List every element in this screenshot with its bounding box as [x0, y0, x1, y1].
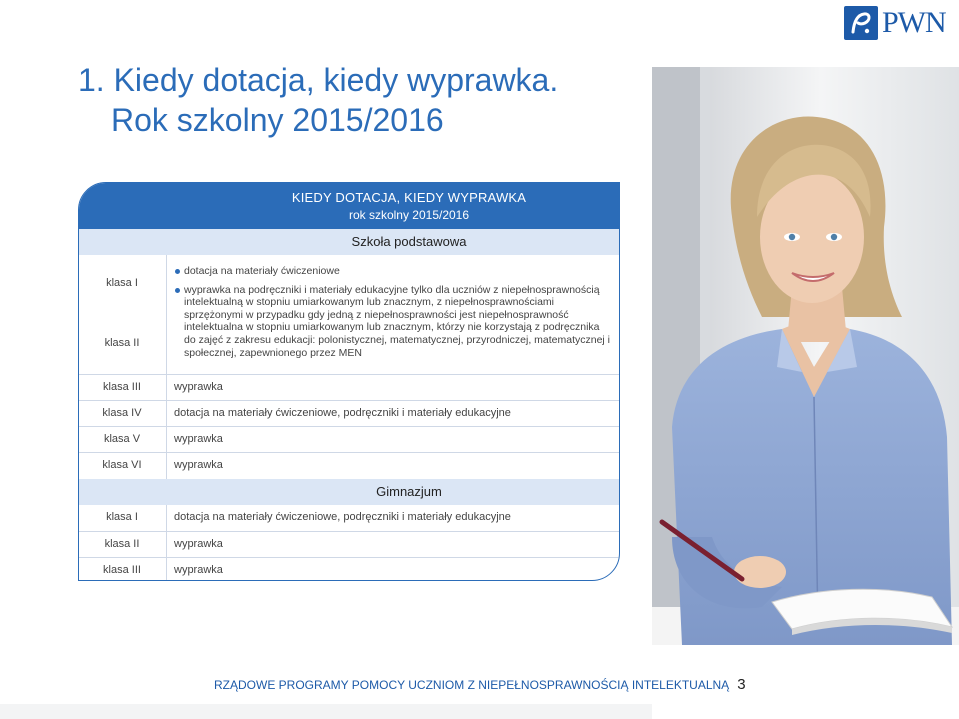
section-primary-school: [79, 229, 619, 255]
row-value: wyprawka: [174, 564, 223, 576]
row-value: wyprawka: [174, 433, 223, 445]
row-value: wyprawka: [174, 381, 223, 393]
section-gym-label: Gimnazjum: [376, 484, 442, 499]
dotacja-wyprawka-table: [78, 182, 620, 581]
table-row: [79, 426, 619, 452]
pwn-logo-icon: [844, 6, 878, 40]
pwn-logo: [844, 6, 946, 40]
table-row: [79, 557, 619, 581]
class-label: klasa II: [104, 538, 140, 550]
pwn-logo-text: PWN: [882, 6, 946, 39]
list-item: wyprawka na podręczniki i materiały edukacyjne tylko dla uczniów z niepełnosprawnością intelektualną w stopniu umiarkowanym lub znacznym, z niepełnosprawnościami sprzężonymi w przypadku gdy jedną z niepełnosprawności jest niepełnosprawność intelektualna w stopniu umiarkowanym lub znacznym, którzy nie korzystają z podręcznika do zajęć z zakresu edukacji: polonistycznej, matematycznej, przyrodniczej, matematycznej i społecznej, zapewnionego przez MEN: [174, 284, 611, 360]
section-primary-label: Szkoła podstawowa: [351, 234, 467, 249]
page-title: [78, 60, 638, 140]
class-label: klasa I: [106, 277, 138, 289]
table-header-title: KIEDY DOTACJA, KIEDY WYPRAWKA: [291, 190, 527, 205]
page-title-line2: Rok szkolny 2015/2016: [111, 102, 444, 138]
teacher-illustration: [652, 67, 959, 645]
class-label: klasa VI: [102, 459, 142, 471]
class-label: klasa II: [104, 337, 140, 349]
section-gymnasium: [79, 479, 619, 505]
row-value: dotacja na materiały ćwiczeniowe, podręczniki i materiały edukacyjne: [174, 407, 511, 419]
row-value: dotacja na materiały ćwiczeniowe, podręczniki i materiały edukacyjne: [174, 511, 511, 523]
page-title-line1: 1. Kiedy dotacja, kiedy wyprawka.: [78, 62, 559, 98]
class-label: klasa III: [103, 564, 141, 576]
footer-text: RZĄDOWE PROGRAMY POMOCY UCZNIOM Z NIEPEŁNOSPRAWNOŚCIĄ INTELEKTUALNĄ: [214, 677, 730, 692]
row-value: wyprawka: [174, 538, 223, 550]
table-row: [79, 452, 619, 478]
row-value: wyprawka: [174, 459, 223, 471]
column-divider: [166, 255, 167, 479]
class-label: klasa V: [103, 433, 141, 445]
teacher-photo: [652, 67, 959, 645]
class-label: klasa III: [103, 381, 141, 393]
table-header-subtitle: rok szkolny 2015/2016: [348, 208, 470, 222]
primary-1-2-description: [174, 265, 611, 359]
class-label: klasa I: [106, 511, 138, 523]
class-label: klasa IV: [102, 407, 142, 419]
footer-strip: [0, 704, 652, 719]
footer: [214, 676, 746, 693]
list-item: dotacja na materiały ćwiczeniowe: [174, 265, 611, 278]
table-row: [79, 505, 619, 531]
page-number: 3: [737, 676, 746, 693]
column-divider: [166, 505, 167, 581]
table-row: [79, 531, 619, 557]
table-row: [79, 374, 619, 400]
table-row-primary-1-2: [79, 255, 619, 374]
table-row: [79, 400, 619, 426]
table-header: [79, 183, 619, 229]
